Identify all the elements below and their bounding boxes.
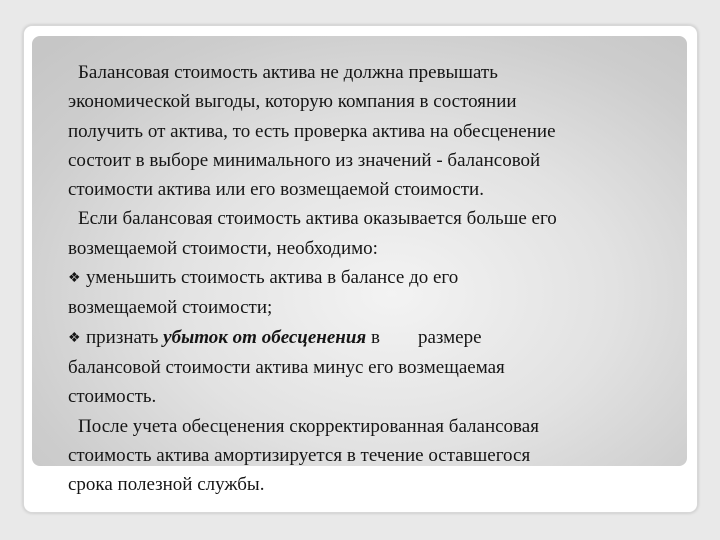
text-run: уменьшить стоимость актива в балансе до его bbox=[86, 267, 459, 289]
text-run: После учета обесценения скорректированная балансовая bbox=[78, 415, 539, 437]
paragraph-1-line-4: состоит в выборе минимального из значений - балансовой bbox=[68, 149, 541, 171]
text-run: признать bbox=[86, 326, 159, 348]
paragraph-3-line-2: стоимость актива амортизируется в течение оставшегося bbox=[68, 444, 531, 466]
bullet-1-line-2: возмещаемой стоимости; bbox=[68, 297, 273, 319]
bullet-2-line-1 bbox=[68, 323, 693, 353]
paragraph-1-line-1 bbox=[68, 58, 693, 87]
bullet-1-line-1 bbox=[68, 263, 693, 293]
diamond-bullet-icon: ❖ bbox=[68, 330, 81, 346]
text-run: в bbox=[370, 326, 380, 348]
bullet-2-line-3: стоимость. bbox=[68, 386, 157, 408]
paragraph-3-line-1 bbox=[68, 412, 693, 441]
paragraph-1-line-3: получить от актива, то есть проверка актива на обесценение bbox=[68, 120, 556, 142]
emphasized-term: убыток от обесценения bbox=[163, 326, 367, 348]
paragraph-2-line-1 bbox=[68, 204, 693, 233]
text-run: размере bbox=[417, 326, 482, 348]
paragraph-2-line-2: возмещаемой стоимости, необходимо: bbox=[68, 237, 378, 259]
slide-body-text bbox=[68, 58, 693, 499]
text-run: Балансовая стоимость актива не должна превышать bbox=[78, 62, 498, 83]
paragraph-3-line-3: срока полезной службы. bbox=[68, 474, 265, 496]
paragraph-1-line-5: стоимости актива или его возмещаемой стоимости. bbox=[68, 179, 484, 201]
diamond-bullet-icon: ❖ bbox=[68, 271, 81, 287]
paragraph-1-line-2: экономической выгоды, которую компания в состоянии bbox=[68, 91, 517, 113]
bullet-2-line-2: балансовой стоимости актива минус его возмещаемая bbox=[68, 356, 505, 378]
text-run: Если балансовая стоимость актива оказывается больше его bbox=[78, 208, 557, 230]
